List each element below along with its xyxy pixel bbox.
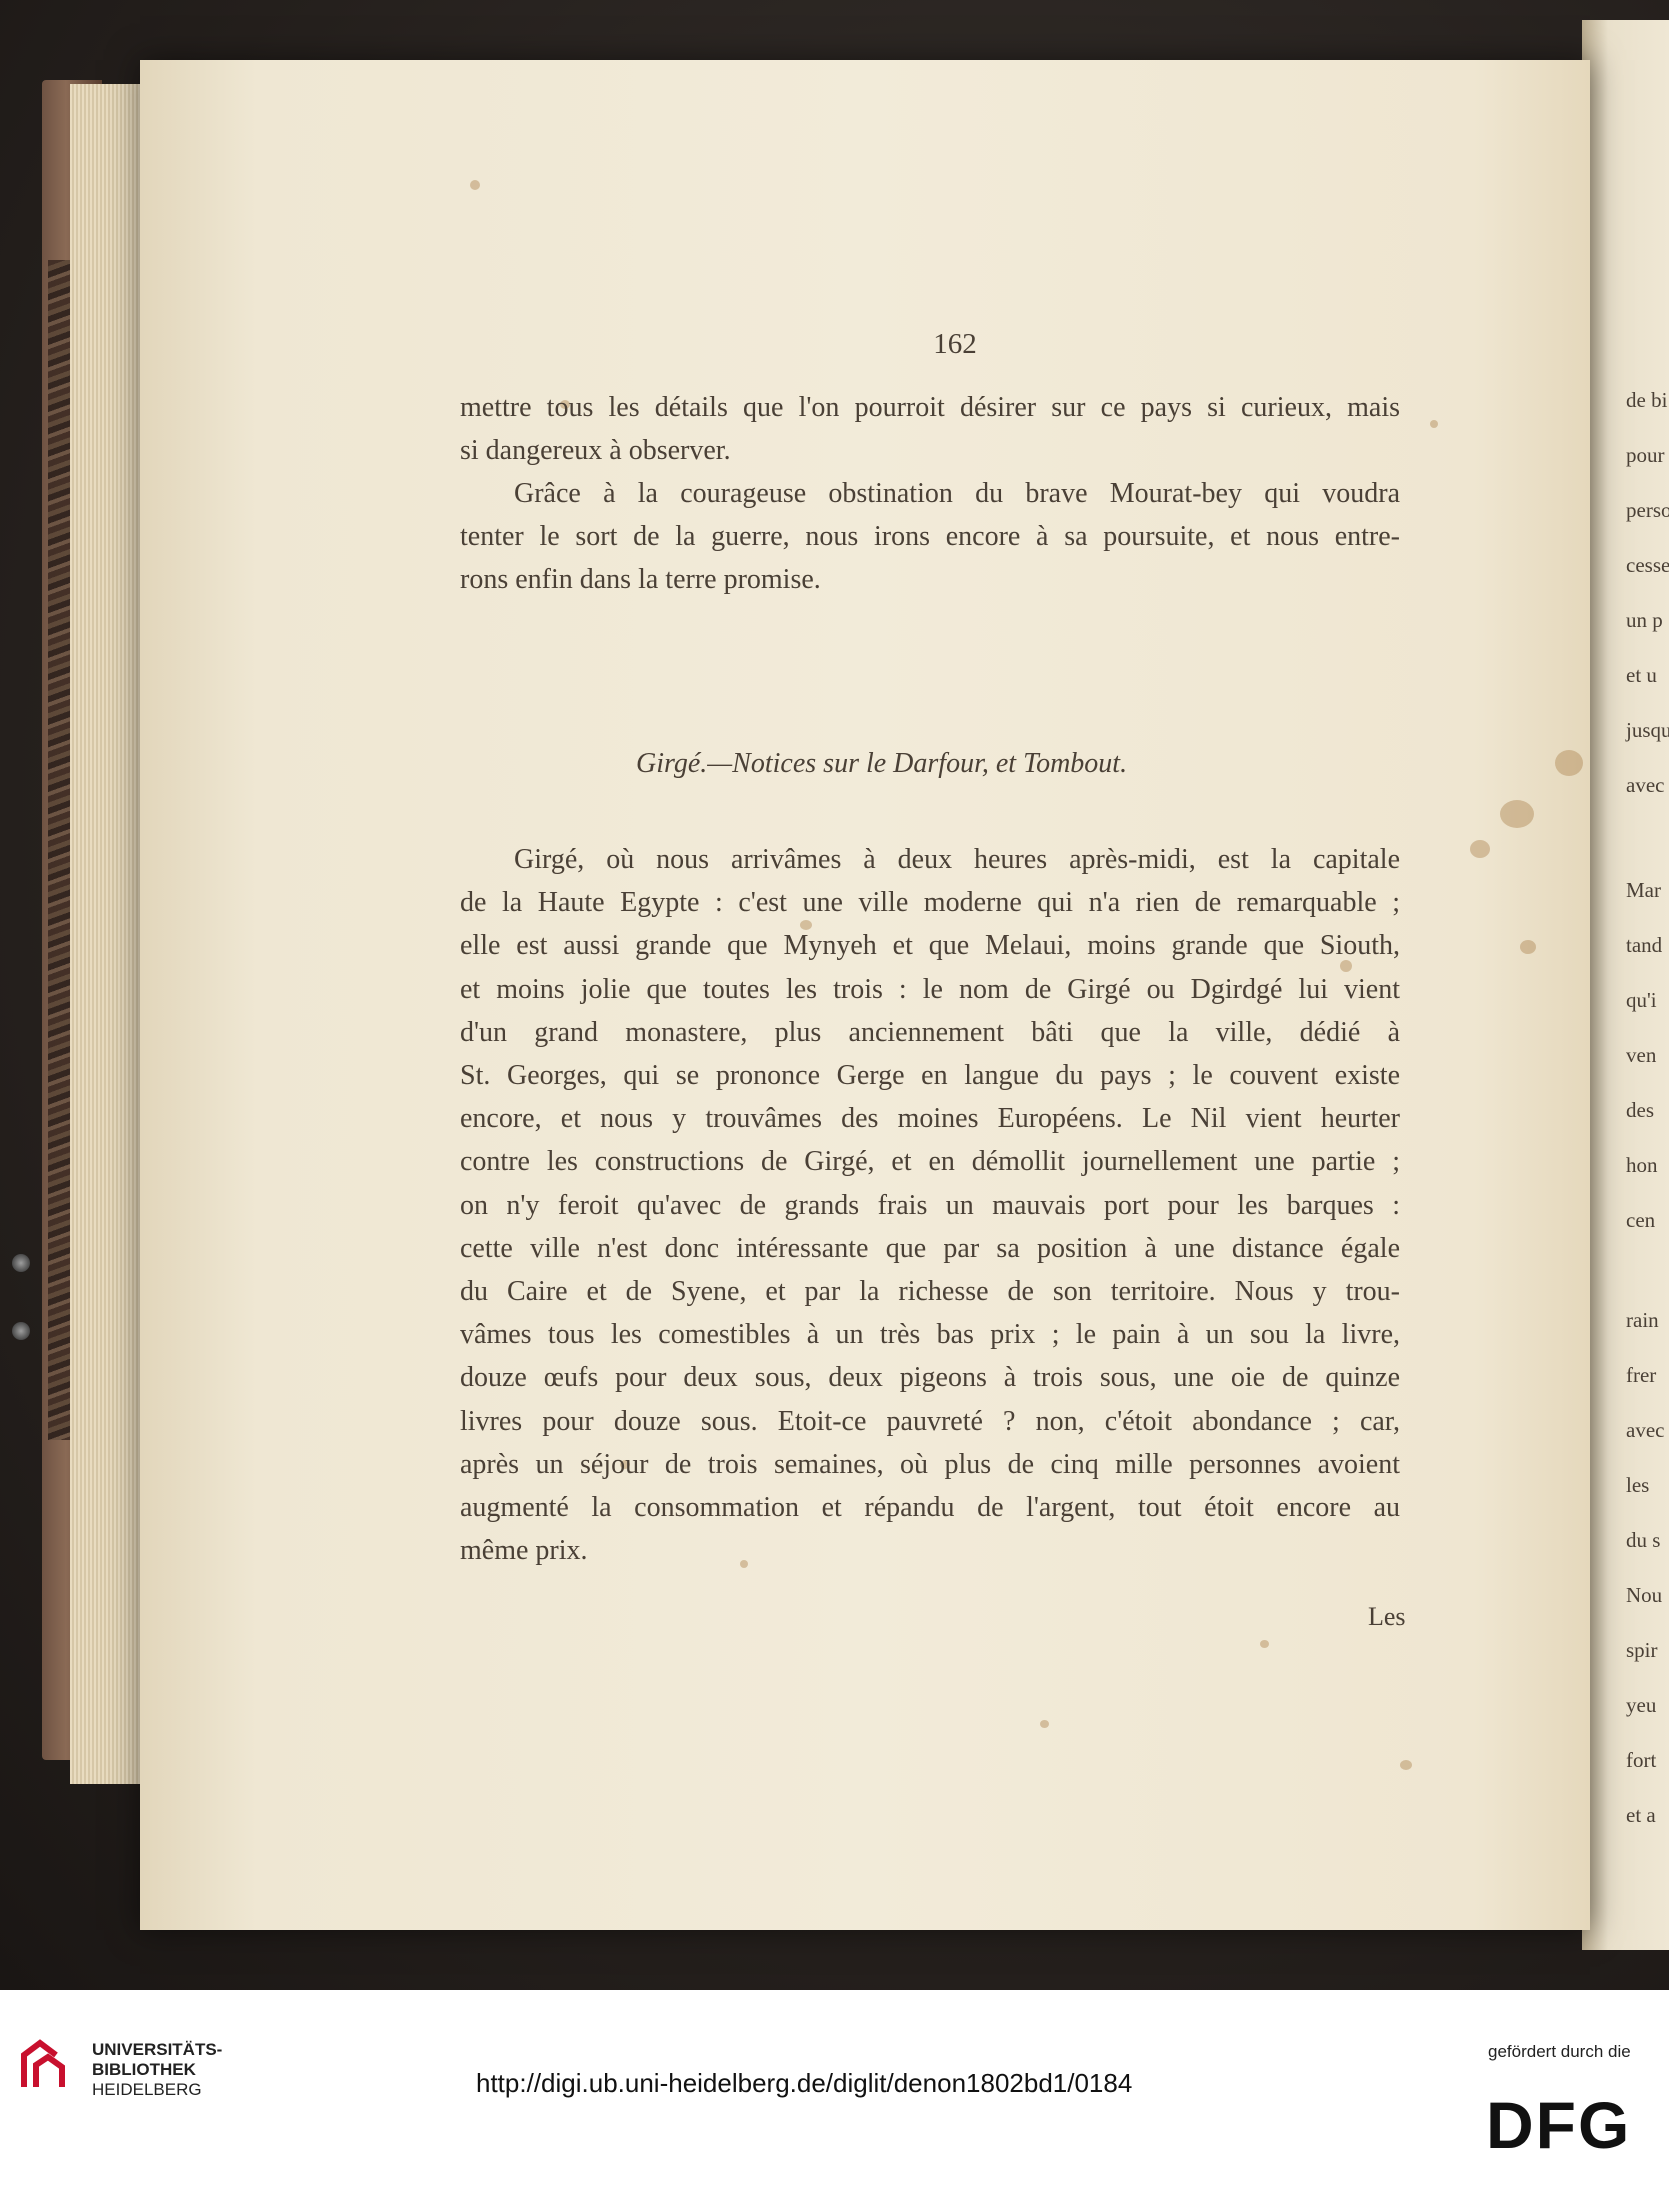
section-heading: Girgé.—Notices sur le Darfour, et Tombout. xyxy=(636,748,1128,779)
text-line: augmenté la consommation et répandu de l'argent, tout étoit encore au xyxy=(460,1492,1400,1524)
text-line: elle est aussi grande que Mynyeh et que Melaui, moins grande que Siouth, xyxy=(460,930,1400,962)
page-edges xyxy=(70,84,150,1784)
permalink-url[interactable]: http://digi.ub.uni-heidelberg.de/diglit/denon1802bd1/0184 xyxy=(476,2068,1133,2098)
text-line: Girgé, où nous arrivâmes à deux heures après-midi, est la capitale xyxy=(514,844,1400,875)
text-line: mettre tous les détails que l'on pourroit désirer sur ce pays si curieux, mais xyxy=(460,392,1400,423)
binding-ring xyxy=(12,1254,30,1272)
text-line: du Caire et de Syene, et par la richesse de son territoire. Nous y trou- xyxy=(460,1276,1400,1308)
text-line: encore, et nous y trouvâmes des moines Européens. Le Nil vient heurter xyxy=(460,1103,1400,1135)
binding-ring xyxy=(12,1322,30,1340)
text-line: livres pour douze sous. Etoit-ce pauvreté ? non, c'étoit abondance ; car, xyxy=(460,1405,1400,1437)
institution-line: HEIDELBERG xyxy=(92,2080,202,2099)
paragraph-intro xyxy=(460,386,1400,601)
catchword: Les xyxy=(1368,1602,1406,1631)
text-line: rons enfin dans la terre promise. xyxy=(460,564,821,595)
institution-line: BIBLIOTHEK xyxy=(92,2060,196,2079)
text-line: d'un grand monastere, plus anciennement bâti que la ville, dédié à xyxy=(460,1016,1400,1048)
text-line: on n'y feroit qu'avec de grands frais un mauvais port pour les barques : xyxy=(460,1189,1400,1221)
text-line: contre les constructions de Girgé, et en démollit journellement une partie ; xyxy=(460,1146,1400,1178)
page-number: 162 xyxy=(933,328,977,360)
paragraph-girge xyxy=(460,838,1400,1572)
dfg-logo[interactable]: DFG xyxy=(1486,2088,1632,2162)
text-line: cette ville n'est donc intéressante que par sa position à une distance égale xyxy=(460,1232,1400,1264)
text-line: tenter le sort de la guerre, nous irons encore à sa poursuite, et nous entre- xyxy=(460,521,1400,552)
text-line: douze œufs pour deux sous, deux pigeons à trois sous, une oie de quinze xyxy=(460,1362,1400,1394)
institution-line: UNIVERSITÄTS- xyxy=(92,2040,223,2059)
text-line: de la Haute Egypte : c'est une ville moderne qui n'a rien de remarquable ; xyxy=(460,887,1400,919)
funding-caption: gefördert durch die xyxy=(1488,2042,1631,2061)
text-line: St. Georges, qui se prononce Gerge en langue du pays ; le couvent existe xyxy=(460,1060,1400,1092)
text-line: vâmes tous les comestibles à un très bas prix ; le pain à un sou la livre, xyxy=(460,1319,1400,1351)
university-library-logo-icon[interactable] xyxy=(18,2035,70,2095)
text-line: Grâce à la courageuse obstination du brave Mourat-bey qui voudra xyxy=(514,478,1400,509)
text-line: même prix. xyxy=(460,1535,588,1567)
text-line: et moins jolie que toutes les trois : le nom de Girgé ou Dgirdgé lui vient xyxy=(460,973,1400,1005)
institution-name[interactable] xyxy=(92,2040,222,2100)
text-line: après un séjour de trois semaines, où plus de cinq mille personnes avoient xyxy=(460,1448,1400,1480)
text-line: si dangereux à observer. xyxy=(460,435,731,466)
